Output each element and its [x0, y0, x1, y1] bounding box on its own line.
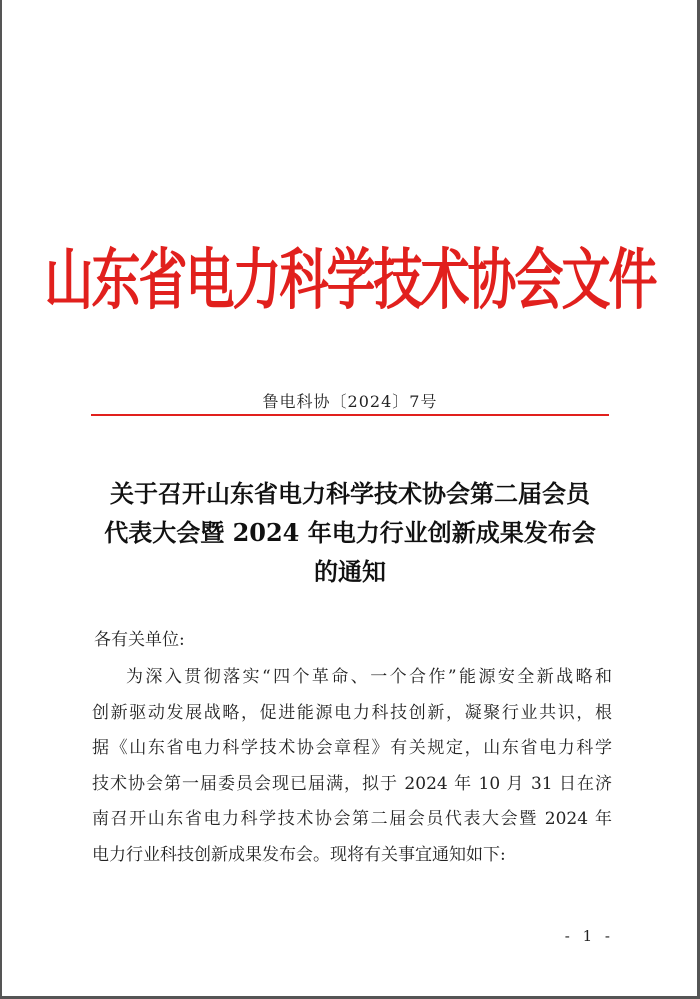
body-paragraph [92, 660, 612, 873]
document-header-title: 山东省电力科学技术协会文件 [44, 241, 656, 319]
body-line: 据《山东省电力科学技术协会章程》有关规定，山东省电力科学 [92, 738, 612, 758]
notice-title [80, 474, 620, 591]
notice-title-line: 关于召开山东省电力科学技术协会第二届会员 [110, 479, 590, 508]
header-red-rule [91, 414, 609, 416]
body-line: 创新驱动发展战略，促进能源电力科技创新，凝聚行业共识，根 [92, 702, 612, 723]
salutation: 各有关单位: [94, 630, 185, 650]
notice-title-line: 代表大会暨 2024 年电力行业创新成果发布会 [104, 518, 596, 547]
document-number: 鲁电科协〔2024〕7号 [262, 392, 438, 411]
scan-border-left [0, 0, 2, 999]
body-line: 南召开山东省电力科学技术协会第二届会员代表大会暨 2024 年 [92, 809, 612, 829]
page-number: - 1 - [564, 927, 614, 945]
notice-title-line: 的通知 [314, 557, 386, 586]
body-line: 为深入贯彻落实“四个革命、一个合作”能源安全新战略和 [126, 667, 612, 687]
body-line: 技术协会第一届委员会现已届满，拟于 2024 年 10 月 31 日在济 [92, 773, 612, 794]
body-line: 电力行业科技创新成果发布会。现将有关事宜通知如下: [92, 844, 506, 865]
